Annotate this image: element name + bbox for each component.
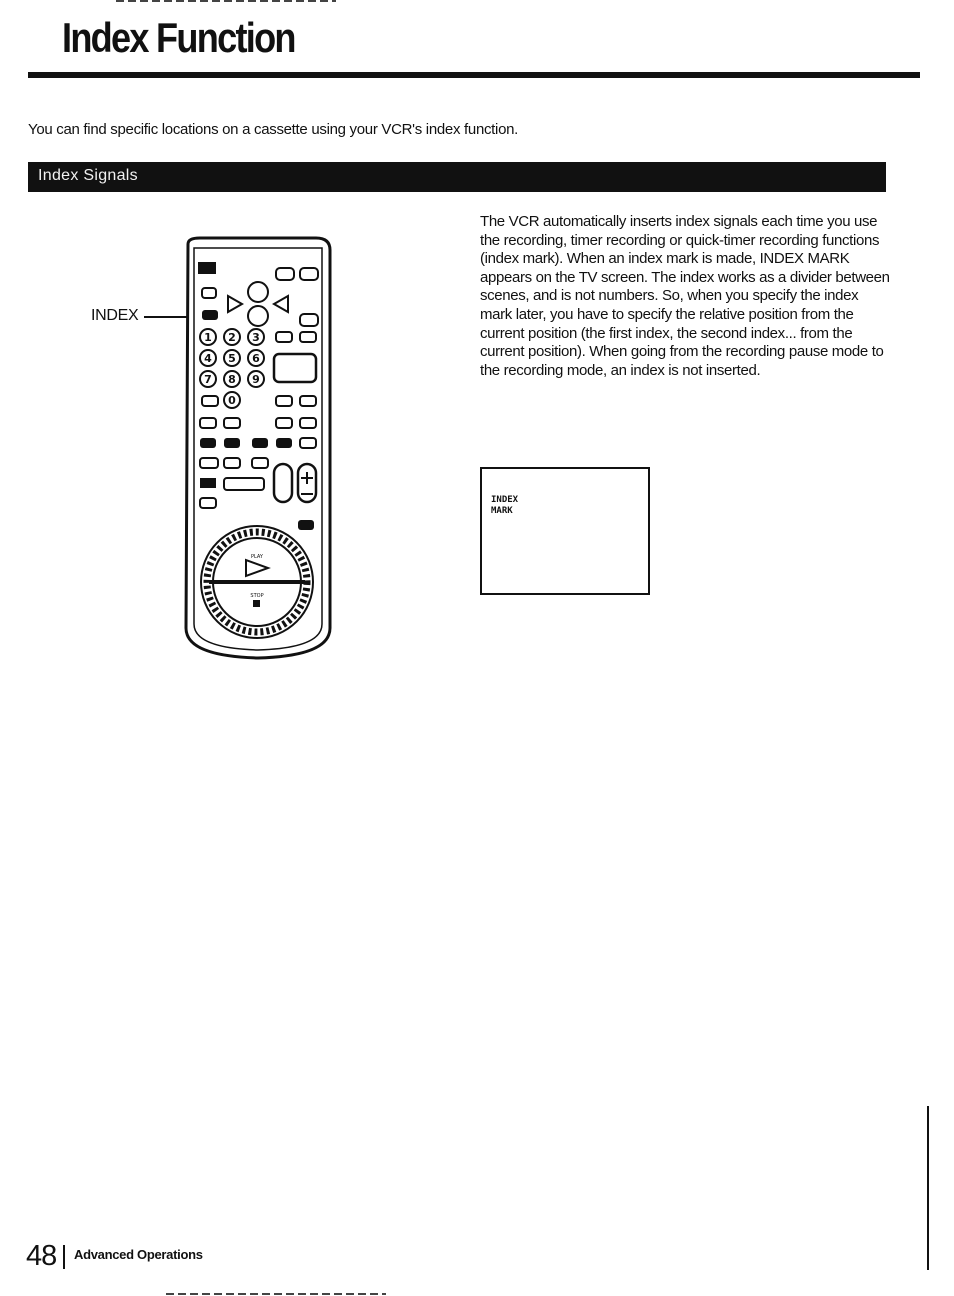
section-title: Index Signals (38, 167, 138, 184)
remote-key-4: 4 (204, 352, 212, 365)
section-header-bar (28, 162, 886, 192)
intro-paragraph: You can find specific locations on a cassette using your VCR's index function. (28, 121, 519, 138)
footer-section-label: Advanced Operations (74, 1247, 203, 1262)
title-rule (28, 72, 920, 78)
remote-key-7: 7 (204, 373, 212, 386)
remote-stop-label: STOP (250, 593, 264, 599)
page-title: Index Function (62, 14, 295, 61)
remote-key-6: 6 (252, 352, 260, 365)
tv-text-line2: MARK (491, 506, 513, 516)
bottom-edge-marks (166, 1293, 386, 1295)
margin-rule (927, 1106, 929, 1270)
page-number: 48 (26, 1240, 57, 1272)
index-signals-description: The VCR automatically inserts index signals each time you use the recording, timer recording or quick-timer recording functions (index mark). When an index mark is made, INDEX MARK appears on the TV screen. The index works as a divider between scenes, and is not numbers. So, when you specify the index mark later, you have to specify the relative position from the current position (the first index, the second index... from the current position). When going from the recording pause mode to the recording mode, an index is not inserted. (480, 213, 890, 379)
remote-key-1: 1 (204, 331, 212, 344)
tv-screen-text (491, 495, 518, 517)
remote-control-illustration (180, 236, 336, 664)
index-callout-label: INDEX (91, 307, 139, 324)
top-edge-marks (116, 0, 336, 2)
remote-key-5: 5 (228, 352, 236, 365)
remote-key-8: 8 (228, 373, 236, 386)
remote-key-0: 0 (228, 394, 236, 407)
remote-key-9: 9 (252, 373, 260, 386)
remote-key-2: 2 (228, 331, 236, 344)
tv-screen-illustration (480, 467, 650, 595)
remote-key-3: 3 (252, 331, 260, 344)
footer-separator (63, 1245, 65, 1269)
remote-play-label: PLAY (250, 554, 264, 560)
tv-text-line1: INDEX (491, 495, 519, 505)
